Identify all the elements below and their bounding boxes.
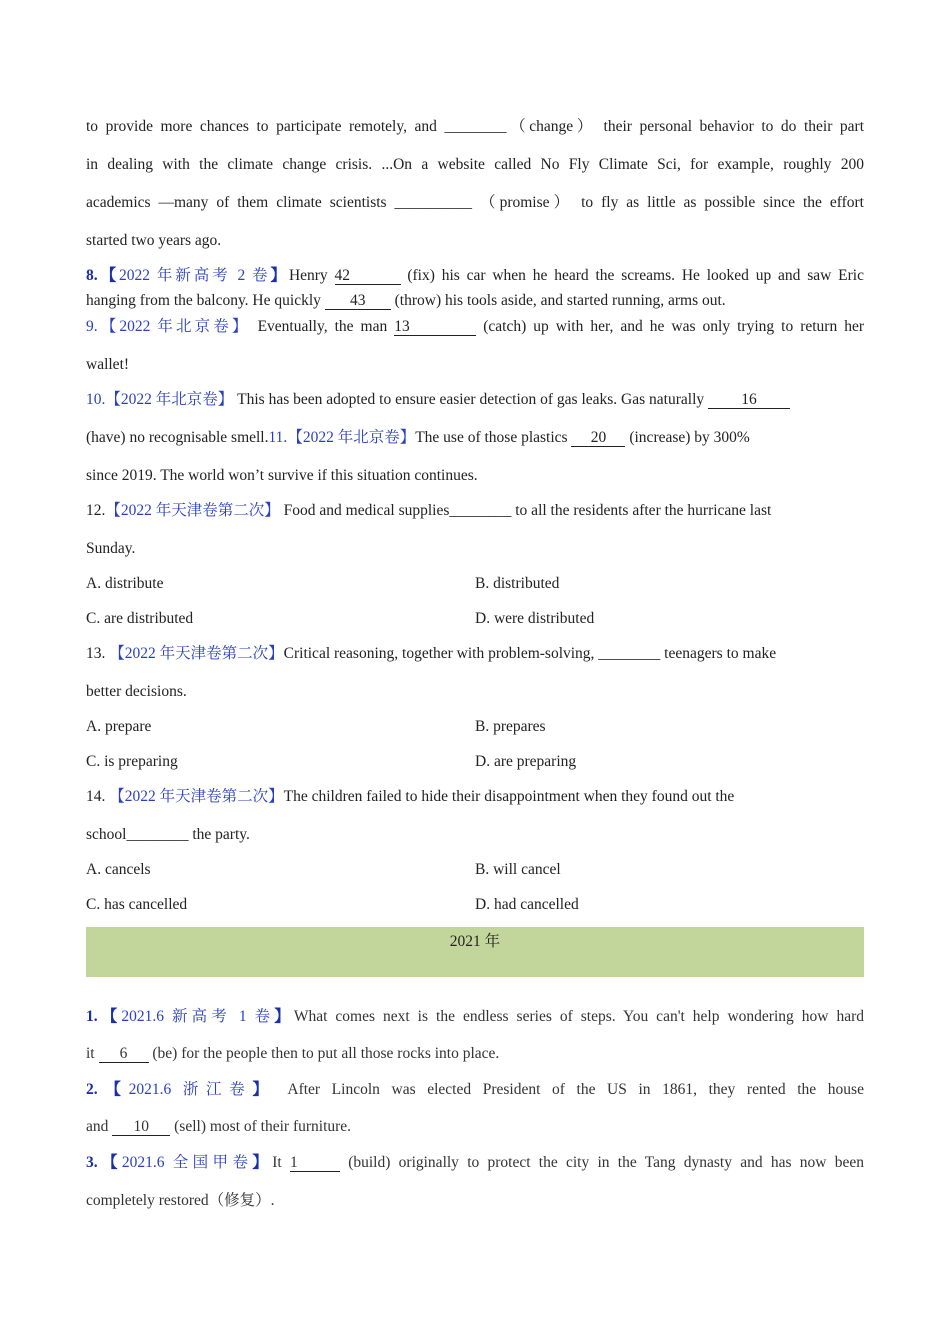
option-c[interactable]: C. is preparing: [86, 753, 178, 770]
question-number: 12.: [86, 502, 106, 519]
question-number: 1.: [86, 1008, 98, 1025]
option-a[interactable]: A. cancels: [86, 861, 151, 878]
intro-line-4: started two years ago.: [86, 232, 222, 249]
intro-line-2: in dealing with the climate change crisis. ...On a website called No Fly Climate Sci, for example, roughly 200: [86, 156, 864, 173]
question-13-line-1: 13. 【2022 年天津卷第二次】Critical reasoning, together with problem-solving, ________ teenagers to make: [86, 645, 777, 662]
blank: ________: [126, 826, 189, 843]
answer-blank: 42: [335, 267, 401, 285]
question-source: 【2022 年北京卷】: [287, 429, 416, 446]
question-source: 2021.6 浙江卷: [128, 1081, 253, 1098]
answer-blank: 6: [99, 1045, 149, 1063]
question-source: 【2022 年北京卷】: [105, 391, 234, 408]
answer-blank: 20: [571, 429, 625, 447]
question-14-line-1: 14. 【2022 年天津卷第二次】The children failed to hide their disappointment when they found out the: [86, 788, 735, 805]
question-source: 【2022 年北京卷】: [97, 318, 251, 335]
question-8-line-2: hanging from the balcony. He quickly 43 (throw) his tools aside, and started running, arms out.: [86, 292, 726, 309]
question-9-line-2: wallet!: [86, 356, 130, 373]
answer-blank: 13: [394, 318, 476, 336]
option-b[interactable]: B. will cancel: [475, 861, 561, 878]
question-11-line-2: since 2019. The world won’t survive if this situation continues.: [86, 467, 478, 484]
question-2021-3-line-2: completely restored（修复）.: [86, 1192, 275, 1209]
blank: __________: [394, 194, 473, 211]
question-2021-3-line-1: 3.【2021.6 全国甲卷】It 1 (build) originally to protect the city in the Tang dynasty and has now been: [86, 1154, 864, 1171]
intro-line-1: to provide more chances to participate remotely, and ________（change） their personal behavior to do their part: [86, 118, 865, 135]
answer-blank: 16: [708, 391, 790, 409]
question-source: 【2022 年天津卷第二次】: [105, 502, 280, 519]
question-source: 【2022 年天津卷第二次】: [109, 645, 284, 662]
option-c[interactable]: C. has cancelled: [86, 896, 188, 913]
question-13-line-2: better decisions.: [86, 683, 187, 700]
intro-line-3: academics —many of them climate scientists __________ （promise） to fly as little as possible since the effort: [86, 194, 864, 211]
section-title: 2021 年: [449, 933, 501, 950]
question-10-line-1: 10.【2022 年北京卷】 This has been adopted to ensure easier detection of gas leaks. Gas naturally 16: [86, 390, 864, 410]
question-2021-2-line-2: and 10 (sell) most of their furniture.: [86, 1118, 352, 1135]
question-number: 2.: [86, 1081, 98, 1098]
question-14-line-2: school________ the party.: [86, 826, 250, 843]
option-c[interactable]: C. are distributed: [86, 610, 194, 627]
option-d[interactable]: D. were distributed: [475, 610, 595, 627]
question-source: 2021.6 全国甲卷: [121, 1154, 253, 1171]
question-number: 10.: [86, 391, 106, 408]
answer-blank: 1: [290, 1154, 340, 1172]
answer-blank: 10: [112, 1118, 170, 1136]
question-number: 13.: [86, 645, 106, 662]
question-12-line-1: 12.【2022 年天津卷第二次】 Food and medical supplies________ to all the residents after the hurricane last: [86, 502, 772, 519]
question-2021-2-line-1: 2.【2021.6 浙江卷】 After Lincoln was elected President of the US in 1861, they rented the house: [86, 1081, 864, 1098]
option-a[interactable]: A. distribute: [86, 575, 164, 592]
option-b[interactable]: B. distributed: [475, 575, 560, 592]
question-12-line-2: Sunday.: [86, 540, 136, 557]
blank: ________: [444, 118, 507, 135]
option-b[interactable]: B. prepares: [475, 718, 546, 735]
option-d[interactable]: D. are preparing: [475, 753, 577, 770]
question-source: 2022 年新高考 2 卷: [119, 267, 271, 284]
question-source: 2021.6 新高考 1 卷: [121, 1008, 275, 1025]
question-number: 11.: [268, 429, 288, 446]
question-2021-1-line-1: 1.【2021.6 新高考 1 卷】What comes next is the endless series of steps. You can't help wondering how hard: [86, 1008, 864, 1025]
option-a[interactable]: A. prepare: [86, 718, 152, 735]
answer-blank: 43: [325, 292, 391, 310]
question-9-line-1: 9.【2022 年北京卷】 Eventually, the man 13 (catch) up with her, and he was only trying to return her: [86, 318, 865, 335]
question-source: 【2022 年天津卷第二次】: [109, 788, 284, 805]
question-number: 14.: [86, 788, 106, 805]
option-d[interactable]: D. had cancelled: [475, 896, 579, 913]
section-header-2021: [86, 927, 864, 977]
question-2021-1-line-2: it 6 (be) for the people then to put all those rocks into place.: [86, 1045, 500, 1062]
question-8-line-1: 8.【2022 年新高考 2 卷】Henry 42 (fix) his car when he heard the screams. He looked up and saw Eric: [86, 267, 864, 284]
question-10-11-line: (have) no recognisable smell.11.【2022 年北京卷】The use of those plastics 20 (increase) by 300%: [86, 429, 750, 446]
question-number: 9.: [86, 318, 98, 335]
question-number: 8.: [86, 267, 98, 284]
question-number: 3.: [86, 1154, 98, 1171]
